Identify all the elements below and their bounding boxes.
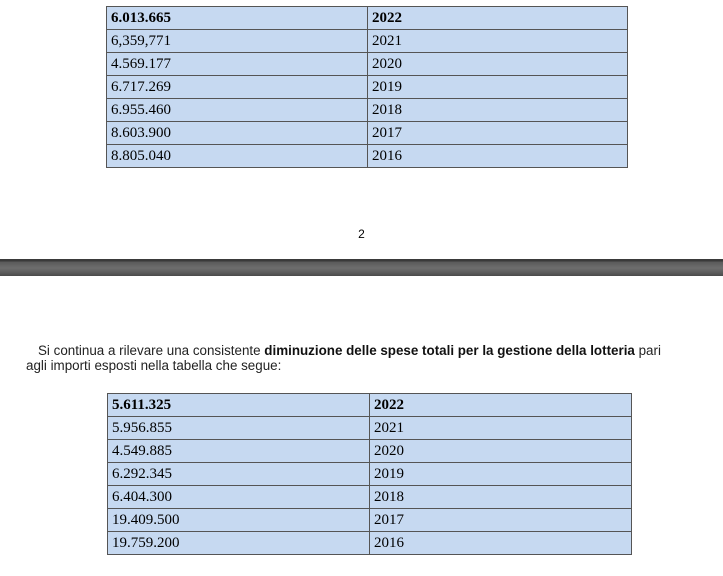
table-cell-amount: 6.404.300 <box>108 486 370 509</box>
table-cell-year: 2017 <box>370 509 632 532</box>
table-row <box>108 486 632 509</box>
table-row <box>107 53 628 76</box>
table-cell-amount: 5.611.325 <box>108 394 370 417</box>
paragraph-line-1 <box>26 343 723 358</box>
table-cell-amount: 6.955.460 <box>107 99 368 122</box>
table-cell-year: 2021 <box>370 417 632 440</box>
page-number: 2 <box>358 227 365 241</box>
table-cell-year: 2020 <box>368 53 628 76</box>
table-cell-year: 2022 <box>370 394 632 417</box>
table-cell-year: 2019 <box>370 463 632 486</box>
table-row <box>107 30 628 53</box>
table-row <box>107 145 628 168</box>
table-cell-amount: 8.805.040 <box>107 145 368 168</box>
table-row <box>108 417 632 440</box>
table-cell-amount: 6,359,771 <box>107 30 368 53</box>
table-cell-amount: 19.409.500 <box>108 509 370 532</box>
table-row <box>107 76 628 99</box>
table-cell-amount: 6.717.269 <box>107 76 368 99</box>
body-paragraph <box>26 343 723 373</box>
table-cell-year: 2022 <box>368 7 628 30</box>
table-cell-amount: 5.956.855 <box>108 417 370 440</box>
table-cell-year: 2016 <box>370 532 632 555</box>
table-cell-amount: 4.569.177 <box>107 53 368 76</box>
amounts-table-top <box>106 6 628 168</box>
table-header-row <box>107 7 628 30</box>
paragraph-text: Si continua a rilevare una consistente <box>38 343 265 358</box>
paragraph-bold-text: diminuzione delle spese totali per la gestione della lotteria <box>264 343 635 358</box>
table-row <box>108 509 632 532</box>
table-cell-amount: 4.549.885 <box>108 440 370 463</box>
table-cell-amount: 6.013.665 <box>107 7 368 30</box>
table-cell-year: 2018 <box>368 99 628 122</box>
table-cell-amount: 19.759.200 <box>108 532 370 555</box>
table-row <box>107 122 628 145</box>
paragraph-line-2: agli importi esposti nella tabella che segue: <box>26 358 282 373</box>
page-separator <box>0 259 723 276</box>
table-row <box>108 463 632 486</box>
document-page-bottom <box>0 276 723 576</box>
table-cell-year: 2016 <box>368 145 628 168</box>
table-row <box>108 440 632 463</box>
table-cell-year: 2017 <box>368 122 628 145</box>
table-cell-year: 2019 <box>368 76 628 99</box>
table-row <box>107 99 628 122</box>
table-header-row <box>108 394 632 417</box>
table-row <box>108 532 632 555</box>
table-cell-year: 2018 <box>370 486 632 509</box>
table-cell-amount: 8.603.900 <box>107 122 368 145</box>
amounts-table-bottom <box>107 393 632 555</box>
table-cell-year: 2021 <box>368 30 628 53</box>
paragraph-text: pari <box>634 343 661 358</box>
document-page-top <box>0 0 723 259</box>
table-cell-amount: 6.292.345 <box>108 463 370 486</box>
table-cell-year: 2020 <box>370 440 632 463</box>
